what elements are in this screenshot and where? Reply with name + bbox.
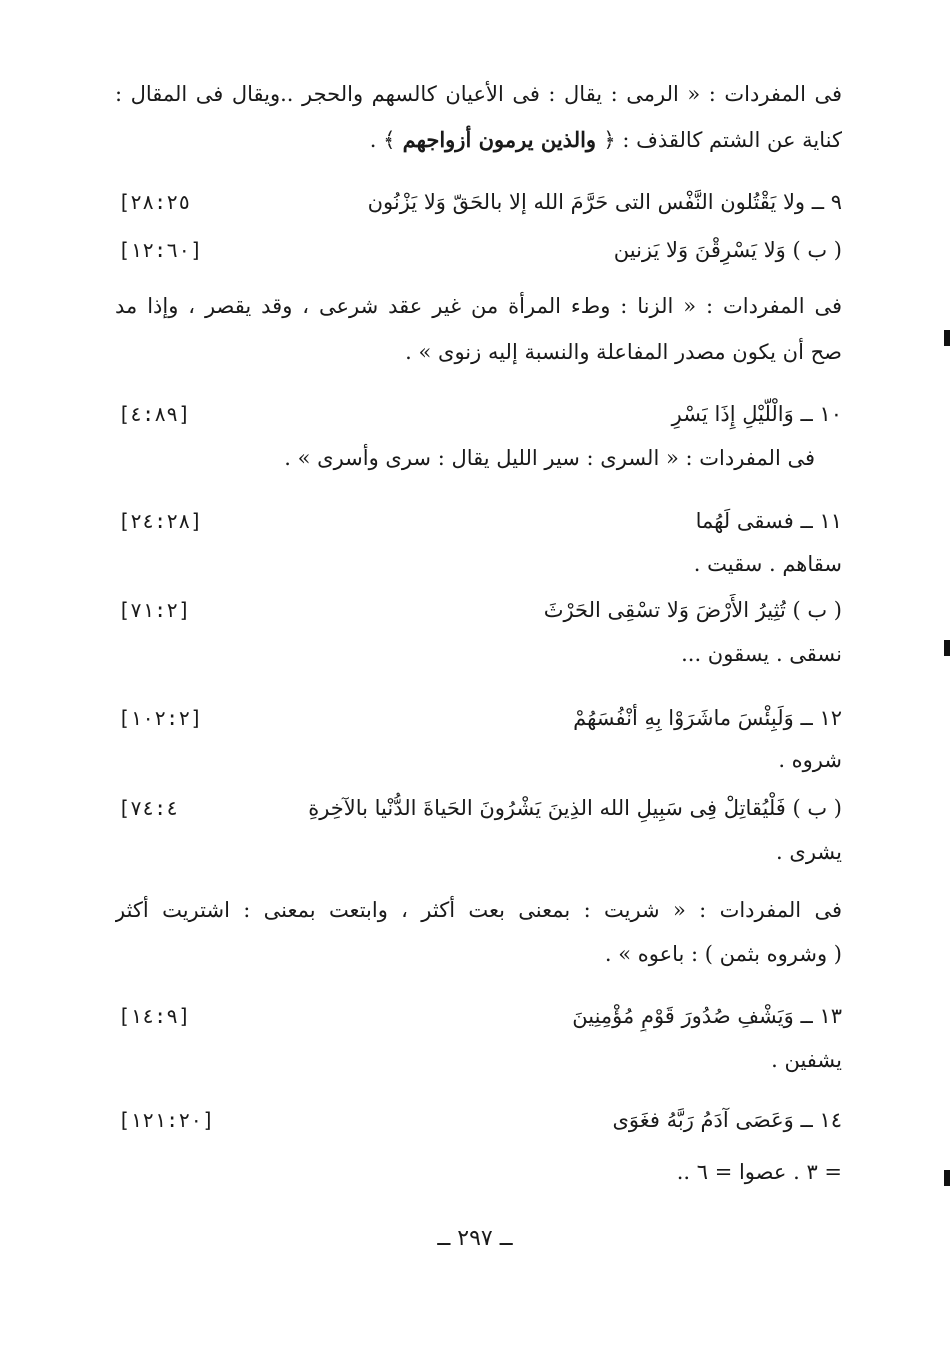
verse-9b-ref: [١٢:٦٠] xyxy=(118,238,203,262)
verse-11-note: سقاهم . سقيت . xyxy=(693,552,842,576)
verse-11: ١١ ــ فسقى لَهُما xyxy=(695,509,842,533)
verse-13-note: يشفين . xyxy=(771,1048,842,1072)
page-number: ــ ٢٩٧ ــ xyxy=(437,1226,513,1251)
verse-11b: ( ب ) تُثِيرُ الأَرْضَ وَلا تسْقِى الحَرْثَ xyxy=(543,598,842,622)
verse-12-ref: [١٠٢:٢] xyxy=(118,706,203,730)
verse-12b-note: يشرى . xyxy=(776,840,842,864)
verse-14-note: = ٣ . عصوا = ٦ .. xyxy=(676,1160,842,1184)
quote-close: ﴾ . xyxy=(369,128,396,152)
mufradat-shira-line-2: ( وشروه بثمن ) : باعوه » . xyxy=(604,942,842,966)
mufradat-sura-note: فى المفردات : « السرى : سير الليل يقال : سرى وأسرى » . xyxy=(284,446,815,470)
scan-edge-mark-2 xyxy=(944,640,950,656)
verse-12-note: شروه . xyxy=(778,748,842,772)
scan-edge-mark-3 xyxy=(944,1170,950,1186)
verse-9-ref: [٢٨:٢٥ xyxy=(118,190,191,214)
verse-10-ref: [٤:٨٩] xyxy=(118,402,191,426)
verse-14: ١٤ ــ وَعَصَى آدَمُ رَبَّهُ فغَوَى xyxy=(612,1108,842,1132)
verse-12b-ref: [٧٤:٤ xyxy=(118,796,179,820)
verse-13-ref: [١٤:٩] xyxy=(118,1004,191,1028)
verse-12: ١٢ ــ وَلَبِئْسَ ماشَرَوْا بِهِ أنْفُسَهُمْ xyxy=(573,706,842,730)
mufradat-zina-line-1: فى المفردات : « الزنا : وطء المرأة من غير عقد شرعى ، وقد يقصر ، وإذا مد xyxy=(115,294,842,318)
verse-9b: ( ب ) وَلا يَسْرِقْنَ وَلا يَزنين xyxy=(613,238,842,262)
verse-14-ref: [١٢١:٢٠] xyxy=(118,1108,215,1132)
verse-9: ٩ ــ ولا يَقْتُلون النَّفْس التى حَرَّمَ الله إلا بالحَقّ وَلا يَزْنُون xyxy=(367,190,842,214)
mufradat-ramy-line-2 xyxy=(115,124,842,156)
verse-11b-note: نسقى . يسقون ... xyxy=(681,642,842,666)
verse-10: ١٠ ــ وَالْلَّيْلِ إِذَا يَسْرِ xyxy=(671,402,842,426)
quote-open: كناية عن الشتم كالقذف : ﴿ xyxy=(603,128,842,152)
mufradat-zina-line-2: صح أن يكون مصدر المفاعلة والنسبة إليه زنوى » . xyxy=(405,340,842,364)
verse-13: ١٣ ــ وَيَشْفِ صُدُورَ قَوْمٍ مُؤْمِنِينَ xyxy=(572,1004,842,1028)
scan-edge-mark-1 xyxy=(944,330,950,346)
mufradat-shira-line-1: فى المفردات : « شريت : بمعنى بعت أكثر ، وابتعت بمعنى : اشتريت أكثر xyxy=(115,898,842,922)
verse-11b-ref: [٧١:٢] xyxy=(118,598,191,622)
quran-quote-bold: والذين يرمون أزواجهم xyxy=(395,127,604,152)
mufradat-ramy-line-1: فى المفردات : « الرمى : يقال : فى الأعيان كالسهم والحجر ..ويقال فى المقال : xyxy=(115,82,842,106)
verse-12b: ( ب ) فَلْيُقاتِلْ فِى سَبِيلِ الله الذِينَ يَشْرُونَ الحَياةَ الدُّنْيا بالآخِرةِ xyxy=(308,796,842,820)
verse-11-ref: [٢٤:٢٨] xyxy=(118,509,203,533)
